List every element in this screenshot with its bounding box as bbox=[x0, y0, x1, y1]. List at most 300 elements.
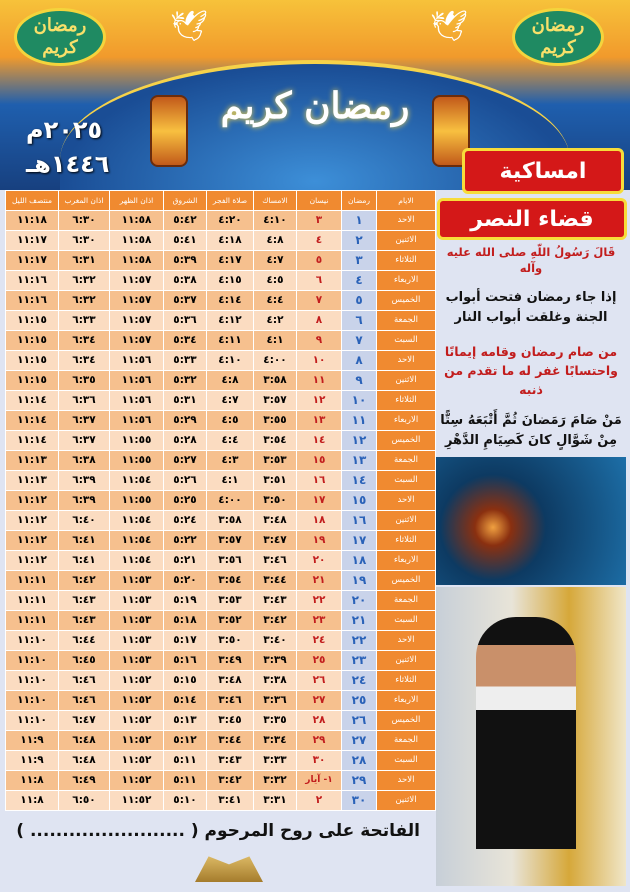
sunrise-cell: ٥:١٢ bbox=[164, 731, 206, 750]
maghrib-cell: ٦:٣٥ bbox=[59, 371, 109, 390]
maghrib-cell: ٦:٤١ bbox=[59, 531, 109, 550]
maghrib-cell: ٦:٤٠ bbox=[59, 511, 109, 530]
dhuhr-cell: ١١:٥٥ bbox=[110, 491, 163, 510]
table-row bbox=[6, 671, 435, 690]
midnight-cell: ١١:١٠ bbox=[6, 691, 58, 710]
midnight-cell: ١١:١٠ bbox=[6, 651, 58, 670]
lantern-icon bbox=[150, 95, 188, 167]
midnight-cell: ١١:١٠ bbox=[6, 711, 58, 730]
year-hijri: ١٤٤٦هـ bbox=[26, 150, 110, 178]
maghrib-cell: ٦:٣٤ bbox=[59, 351, 109, 370]
table-row bbox=[6, 731, 435, 750]
ramadan-kareem-logo-right: رمضان كريم bbox=[512, 8, 604, 66]
ramadan-day-cell: ٦ bbox=[342, 311, 376, 330]
imsak-cell: ٣:٥٧ bbox=[254, 391, 296, 410]
imsak-cell: ٤:١ bbox=[254, 331, 296, 350]
hadith-1: إذا جاء رمضان فتحت أبواب الجنة وغلقت أبواب النار bbox=[445, 290, 617, 325]
sunrise-cell: ٥:٢٥ bbox=[164, 491, 206, 510]
ramadan-kareem-logo-left: رمضان كريم bbox=[14, 8, 106, 66]
ramadan-day-cell: ١٢ bbox=[342, 431, 376, 450]
ramadan-day-cell: ١٥ bbox=[342, 491, 376, 510]
fajr-cell: ٣:٥٧ bbox=[207, 531, 253, 550]
ramadan-day-cell: ٢١ bbox=[342, 611, 376, 630]
year-gregorian: ٢٠٢٥م bbox=[26, 116, 103, 144]
day-cell: الاثنين bbox=[377, 231, 435, 250]
dhuhr-cell: ١١:٥٨ bbox=[110, 251, 163, 270]
fatiha-dedication: الفاتحة على روح المرحوم ( ........................ ) bbox=[16, 821, 420, 841]
day-cell: السبت bbox=[377, 471, 435, 490]
dhuhr-cell: ١١:٥٦ bbox=[110, 411, 163, 430]
nisan-date-cell: ٢٣ bbox=[297, 611, 341, 630]
sunrise-cell: ٥:٣٨ bbox=[164, 271, 206, 290]
nisan-date-cell: ٢١ bbox=[297, 571, 341, 590]
nisan-date-cell: ٨ bbox=[297, 311, 341, 330]
midnight-cell: ١١:١١ bbox=[6, 571, 58, 590]
table-header-row bbox=[6, 191, 435, 210]
dhuhr-cell: ١١:٥٢ bbox=[110, 671, 163, 690]
midnight-cell: ١١:١١ bbox=[6, 611, 58, 630]
fajr-cell: ٣:٥٠ bbox=[207, 631, 253, 650]
dhuhr-cell: ١١:٥٧ bbox=[110, 311, 163, 330]
table-row bbox=[6, 291, 435, 310]
midnight-cell: ١١:١٦ bbox=[6, 271, 58, 290]
table-row bbox=[6, 431, 435, 450]
ramadan-day-cell: ٥ bbox=[342, 291, 376, 310]
nisan-date-cell: ٢ bbox=[297, 791, 341, 810]
midnight-cell: ١١:١٠ bbox=[6, 631, 58, 650]
dhuhr-cell: ١١:٥٥ bbox=[110, 451, 163, 470]
midnight-cell: ١١:١٥ bbox=[6, 311, 58, 330]
day-cell: الثلاثاء bbox=[377, 671, 435, 690]
ramadan-day-cell: ٧ bbox=[342, 331, 376, 350]
maghrib-cell: ٦:٣٩ bbox=[59, 491, 109, 510]
day-cell: الاثنين bbox=[377, 791, 435, 810]
imsak-cell: ٤:١٠ bbox=[254, 211, 296, 230]
day-cell: السبت bbox=[377, 611, 435, 630]
fajr-cell: ٤:٣ bbox=[207, 451, 253, 470]
imsak-cell: ٣:٣٩ bbox=[254, 651, 296, 670]
maghrib-cell: ٦:٣٦ bbox=[59, 391, 109, 410]
midnight-cell: ١١:١٣ bbox=[6, 471, 58, 490]
column-header: منتصف الليل bbox=[6, 191, 58, 210]
sunrise-cell: ٥:١٨ bbox=[164, 611, 206, 630]
nisan-date-cell: ٢٤ bbox=[297, 631, 341, 650]
column-header: رمضان bbox=[342, 191, 376, 210]
midnight-cell: ١١:١٣ bbox=[6, 451, 58, 470]
table-row bbox=[6, 271, 435, 290]
ramadan-day-cell: ٢٠ bbox=[342, 591, 376, 610]
imsak-cell: ٣:٥٣ bbox=[254, 451, 296, 470]
maghrib-cell: ٦:٥٠ bbox=[59, 791, 109, 810]
column-header: الشروق bbox=[164, 191, 206, 210]
imsak-cell: ٣:٥٨ bbox=[254, 371, 296, 390]
midnight-cell: ١١:١٥ bbox=[6, 351, 58, 370]
nisan-date-cell: ١٨ bbox=[297, 511, 341, 530]
table-row bbox=[6, 631, 435, 650]
maghrib-cell: ٦:٣٧ bbox=[59, 431, 109, 450]
ramadan-day-cell: ١٣ bbox=[342, 451, 376, 470]
imsak-cell: ٣:٥٠ bbox=[254, 491, 296, 510]
imsak-cell: ٣:٤٢ bbox=[254, 611, 296, 630]
sunrise-cell: ٥:١١ bbox=[164, 771, 206, 790]
table-row bbox=[6, 211, 435, 230]
fajr-cell: ٣:٥٤ bbox=[207, 571, 253, 590]
table-row bbox=[6, 751, 435, 770]
maghrib-cell: ٦:٤٣ bbox=[59, 591, 109, 610]
maghrib-cell: ٦:٣٤ bbox=[59, 331, 109, 350]
table-row bbox=[6, 311, 435, 330]
nisan-date-cell: ٢٨ bbox=[297, 711, 341, 730]
nisan-date-cell: ٢٠ bbox=[297, 551, 341, 570]
day-cell: الاحد bbox=[377, 491, 435, 510]
nisan-date-cell: ٣٠ bbox=[297, 751, 341, 770]
imsak-cell: ٤:٢ bbox=[254, 311, 296, 330]
sunrise-cell: ٥:١٩ bbox=[164, 591, 206, 610]
table-row bbox=[6, 771, 435, 790]
midnight-cell: ١١:١٥ bbox=[6, 371, 58, 390]
day-cell: السبت bbox=[377, 331, 435, 350]
sunrise-cell: ٥:١٧ bbox=[164, 631, 206, 650]
nisan-date-cell: ٢٢ bbox=[297, 591, 341, 610]
table-row bbox=[6, 251, 435, 270]
sunrise-cell: ٥:١٦ bbox=[164, 651, 206, 670]
maghrib-cell: ٦:٤٤ bbox=[59, 631, 109, 650]
ramadan-day-cell: ٣ bbox=[342, 251, 376, 270]
ramadan-day-cell: ١٠ bbox=[342, 391, 376, 410]
fajr-cell: ٤:١٢ bbox=[207, 311, 253, 330]
imsak-cell: ٣:٣٣ bbox=[254, 751, 296, 770]
fajr-cell: ٤:٢٠ bbox=[207, 211, 253, 230]
imsak-cell: ٣:٣٥ bbox=[254, 711, 296, 730]
midnight-cell: ١١:١٢ bbox=[6, 491, 58, 510]
ramadan-day-cell: ٢٨ bbox=[342, 751, 376, 770]
dhuhr-cell: ١١:٥٤ bbox=[110, 511, 163, 530]
maghrib-cell: ٦:٤٦ bbox=[59, 671, 109, 690]
midnight-cell: ١١:١٤ bbox=[6, 391, 58, 410]
table-row bbox=[6, 451, 435, 470]
fajr-cell: ٣:٤٦ bbox=[207, 691, 253, 710]
fajr-cell: ٤:١٥ bbox=[207, 271, 253, 290]
ramadan-day-cell: ٢ bbox=[342, 231, 376, 250]
fajr-cell: ٤:١٨ bbox=[207, 231, 253, 250]
ramadan-day-cell: ٢٤ bbox=[342, 671, 376, 690]
imsak-cell: ٣:٥٤ bbox=[254, 431, 296, 450]
day-cell: الاحد bbox=[377, 631, 435, 650]
fajr-cell: ٣:٤٩ bbox=[207, 651, 253, 670]
dhuhr-cell: ١١:٥٦ bbox=[110, 351, 163, 370]
ramadan-day-cell: ١٧ bbox=[342, 531, 376, 550]
imsak-cell: ٣:٤٦ bbox=[254, 551, 296, 570]
day-cell: الخميس bbox=[377, 291, 435, 310]
midnight-cell: ١١:١٢ bbox=[6, 511, 58, 530]
maghrib-cell: ٦:٤٦ bbox=[59, 691, 109, 710]
maghrib-cell: ٦:٤٧ bbox=[59, 711, 109, 730]
table-row bbox=[6, 411, 435, 430]
day-cell: الاثنين bbox=[377, 371, 435, 390]
table-row bbox=[6, 651, 435, 670]
fajr-cell: ٤:١ bbox=[207, 471, 253, 490]
dhuhr-cell: ١١:٥٢ bbox=[110, 711, 163, 730]
imsak-cell: ٣:٤٣ bbox=[254, 591, 296, 610]
fajr-cell: ٣:٤٢ bbox=[207, 771, 253, 790]
dhuhr-cell: ١١:٥٣ bbox=[110, 611, 163, 630]
day-cell: الجمعة bbox=[377, 591, 435, 610]
right-column bbox=[436, 244, 626, 886]
table-row bbox=[6, 591, 435, 610]
table-row bbox=[6, 691, 435, 710]
day-cell: الاحد bbox=[377, 771, 435, 790]
maghrib-cell: ٦:٣٧ bbox=[59, 411, 109, 430]
day-cell: الجمعة bbox=[377, 451, 435, 470]
sunrise-cell: ٥:٣٩ bbox=[164, 251, 206, 270]
day-cell: الاربعاء bbox=[377, 551, 435, 570]
nisan-date-cell: ٣ bbox=[297, 211, 341, 230]
ramadan-day-cell: ١٩ bbox=[342, 571, 376, 590]
maghrib-cell: ٦:٣٢ bbox=[59, 271, 109, 290]
sunrise-cell: ٥:٢٨ bbox=[164, 431, 206, 450]
maghrib-cell: ٦:٤٨ bbox=[59, 751, 109, 770]
maghrib-cell: ٦:٣٩ bbox=[59, 471, 109, 490]
fajr-cell: ٤:٤ bbox=[207, 431, 253, 450]
imsak-cell: ٣:٣٤ bbox=[254, 731, 296, 750]
sunrise-cell: ٥:٣٦ bbox=[164, 311, 206, 330]
nisan-date-cell: ٢٧ bbox=[297, 691, 341, 710]
sunrise-cell: ٥:١٥ bbox=[164, 671, 206, 690]
day-cell: الثلاثاء bbox=[377, 391, 435, 410]
day-cell: الجمعة bbox=[377, 731, 435, 750]
nisan-date-cell: ٢٥ bbox=[297, 651, 341, 670]
midnight-cell: ١١:١٧ bbox=[6, 251, 58, 270]
column-header: اذان الظهر bbox=[110, 191, 163, 210]
fajr-cell: ٣:٤١ bbox=[207, 791, 253, 810]
ramadan-day-cell: ٢٢ bbox=[342, 631, 376, 650]
fajr-cell: ٤:٠٠ bbox=[207, 491, 253, 510]
imsak-cell: ٣:٤٨ bbox=[254, 511, 296, 530]
ramadan-day-cell: ٢٧ bbox=[342, 731, 376, 750]
midnight-cell: ١١:٩ bbox=[6, 731, 58, 750]
imsakiya-label: امساكية bbox=[462, 148, 624, 194]
dhuhr-cell: ١١:٥٨ bbox=[110, 231, 163, 250]
nisan-date-cell: ١٠ bbox=[297, 351, 341, 370]
person-figure bbox=[476, 617, 576, 849]
nisan-date-cell: ١- آيار bbox=[297, 771, 341, 790]
day-cell: الجمعة bbox=[377, 311, 435, 330]
dhuhr-cell: ١١:٥٣ bbox=[110, 651, 163, 670]
imsak-cell: ٣:٣٨ bbox=[254, 671, 296, 690]
column-header: اذان المغرب bbox=[59, 191, 109, 210]
ramadan-day-cell: ٢٥ bbox=[342, 691, 376, 710]
midnight-cell: ١١:٩ bbox=[6, 751, 58, 770]
day-cell: الاربعاء bbox=[377, 691, 435, 710]
sunrise-cell: ٥:٣٤ bbox=[164, 331, 206, 350]
memorial-photo bbox=[436, 587, 626, 886]
midnight-cell: ١١:١٨ bbox=[6, 211, 58, 230]
dhuhr-cell: ١١:٥٢ bbox=[110, 751, 163, 770]
midnight-cell: ١١:١٢ bbox=[6, 531, 58, 550]
day-cell: الاثنين bbox=[377, 511, 435, 530]
sunrise-cell: ٥:١٤ bbox=[164, 691, 206, 710]
dhuhr-cell: ١١:٥٨ bbox=[110, 211, 163, 230]
dhuhr-cell: ١١:٥٢ bbox=[110, 731, 163, 750]
district-label: قضاء النصر bbox=[437, 198, 627, 240]
table-row bbox=[6, 491, 435, 510]
hadith-3: مَنْ صَامَ رَمَضانَ ثُمَّ أَتْبَعَهُ سِتًّا مِنْ شَوَّالٍ كانَ كَصِيَامِ الدَّهْرِ bbox=[440, 413, 622, 448]
nisan-date-cell: ١١ bbox=[297, 371, 341, 390]
day-cell: الخميس bbox=[377, 431, 435, 450]
maghrib-cell: ٦:٤٥ bbox=[59, 651, 109, 670]
dhuhr-cell: ١١:٥٢ bbox=[110, 771, 163, 790]
fajr-cell: ٤:١٧ bbox=[207, 251, 253, 270]
maghrib-cell: ٦:٤٣ bbox=[59, 611, 109, 630]
fajr-cell: ٣:٤٥ bbox=[207, 711, 253, 730]
table-row bbox=[6, 391, 435, 410]
sunrise-cell: ٥:٣٢ bbox=[164, 371, 206, 390]
dove-icon: 🕊 bbox=[430, 9, 469, 44]
midnight-cell: ١١:١٥ bbox=[6, 331, 58, 350]
dhuhr-cell: ١١:٥٧ bbox=[110, 331, 163, 350]
ramadan-day-cell: ٢٩ bbox=[342, 771, 376, 790]
midnight-cell: ١١:١٤ bbox=[6, 411, 58, 430]
nisan-date-cell: ٤ bbox=[297, 231, 341, 250]
nisan-date-cell: ٦ bbox=[297, 271, 341, 290]
fajr-cell: ٤:١١ bbox=[207, 331, 253, 350]
dhuhr-cell: ١١:٥٧ bbox=[110, 271, 163, 290]
column-header: الايام bbox=[377, 191, 435, 210]
ramadan-lantern-image bbox=[436, 457, 626, 585]
dhuhr-cell: ١١:٥٣ bbox=[110, 631, 163, 650]
nisan-date-cell: ٧ bbox=[297, 291, 341, 310]
ramadan-day-cell: ١٨ bbox=[342, 551, 376, 570]
maghrib-cell: ٦:٣٣ bbox=[59, 311, 109, 330]
midnight-cell: ١١:١٠ bbox=[6, 671, 58, 690]
imsak-cell: ٤:٠٠ bbox=[254, 351, 296, 370]
maghrib-cell: ٦:٣٠ bbox=[59, 211, 109, 230]
dhuhr-cell: ١١:٥٦ bbox=[110, 391, 163, 410]
imsak-cell: ٤:٨ bbox=[254, 231, 296, 250]
sunrise-cell: ٥:٢١ bbox=[164, 551, 206, 570]
dhuhr-cell: ١١:٥٢ bbox=[110, 691, 163, 710]
fajr-cell: ٣:٤٤ bbox=[207, 731, 253, 750]
sunrise-cell: ٥:٢٢ bbox=[164, 531, 206, 550]
table-row bbox=[6, 471, 435, 490]
table-row bbox=[6, 231, 435, 250]
fajr-cell: ٣:٤٨ bbox=[207, 671, 253, 690]
midnight-cell: ١١:١٦ bbox=[6, 291, 58, 310]
hadith-2: من صام رمضان وقامه إيمانًا واحتسابًا غفر له ما تقدم من ذنبه bbox=[444, 344, 618, 397]
imsak-cell: ٣:٤٠ bbox=[254, 631, 296, 650]
dhuhr-cell: ١١:٥٦ bbox=[110, 371, 163, 390]
sunrise-cell: ٥:٣١ bbox=[164, 391, 206, 410]
midnight-cell: ١١:١٧ bbox=[6, 231, 58, 250]
table-row bbox=[6, 571, 435, 590]
imsak-cell: ٣:٥٥ bbox=[254, 411, 296, 430]
fajr-cell: ٤:١٠ bbox=[207, 351, 253, 370]
fajr-cell: ٣:٥٢ bbox=[207, 611, 253, 630]
table-row bbox=[6, 791, 435, 810]
imsakiya-table bbox=[5, 190, 436, 811]
table-row bbox=[6, 531, 435, 550]
sunrise-cell: ٥:١١ bbox=[164, 751, 206, 770]
column-header: صلاة الفجر bbox=[207, 191, 253, 210]
table-row bbox=[6, 551, 435, 570]
table-row bbox=[6, 711, 435, 730]
ramadan-day-cell: ٣٠ bbox=[342, 791, 376, 810]
day-cell: الخميس bbox=[377, 571, 435, 590]
imsak-cell: ٣:٣٢ bbox=[254, 771, 296, 790]
maghrib-cell: ٦:٣٢ bbox=[59, 291, 109, 310]
dhuhr-cell: ١١:٥٤ bbox=[110, 471, 163, 490]
nisan-date-cell: ٥ bbox=[297, 251, 341, 270]
ramadan-day-cell: ٤ bbox=[342, 271, 376, 290]
ramadan-day-cell: ٩ bbox=[342, 371, 376, 390]
imsak-cell: ٣:٤٤ bbox=[254, 571, 296, 590]
maghrib-cell: ٦:٤١ bbox=[59, 551, 109, 570]
fajr-cell: ٣:٥٨ bbox=[207, 511, 253, 530]
dhuhr-cell: ١١:٥٧ bbox=[110, 291, 163, 310]
midnight-cell: ١١:٨ bbox=[6, 771, 58, 790]
sunrise-cell: ٥:٢٩ bbox=[164, 411, 206, 430]
table-row bbox=[6, 331, 435, 350]
table-row bbox=[6, 371, 435, 390]
fajr-cell: ٤:٥ bbox=[207, 411, 253, 430]
nisan-date-cell: ١٧ bbox=[297, 491, 341, 510]
fajr-cell: ٤:٧ bbox=[207, 391, 253, 410]
nisan-date-cell: ١٥ bbox=[297, 451, 341, 470]
sunrise-cell: ٥:١٣ bbox=[164, 711, 206, 730]
day-cell: السبت bbox=[377, 751, 435, 770]
day-cell: الثلاثاء bbox=[377, 531, 435, 550]
sunrise-cell: ٥:١٠ bbox=[164, 791, 206, 810]
midnight-cell: ١١:٨ bbox=[6, 791, 58, 810]
sunrise-cell: ٥:٢٠ bbox=[164, 571, 206, 590]
ramadan-day-cell: ٨ bbox=[342, 351, 376, 370]
dhuhr-cell: ١١:٥٣ bbox=[110, 591, 163, 610]
nisan-date-cell: ٢٦ bbox=[297, 671, 341, 690]
maghrib-cell: ٦:٤٨ bbox=[59, 731, 109, 750]
fajr-cell: ٣:٥٣ bbox=[207, 591, 253, 610]
maghrib-cell: ٦:٣١ bbox=[59, 251, 109, 270]
imsak-cell: ٣:٥١ bbox=[254, 471, 296, 490]
dove-icon: 🕊 bbox=[170, 9, 209, 44]
fajr-cell: ٣:٤٣ bbox=[207, 751, 253, 770]
day-cell: الاربعاء bbox=[377, 411, 435, 430]
day-cell: الاثنين bbox=[377, 651, 435, 670]
ramadan-day-cell: ٢٦ bbox=[342, 711, 376, 730]
column-header: الامساك bbox=[254, 191, 296, 210]
nisan-date-cell: ١٩ bbox=[297, 531, 341, 550]
dhuhr-cell: ١١:٥٤ bbox=[110, 531, 163, 550]
imsak-cell: ٣:٤٧ bbox=[254, 531, 296, 550]
ramadan-day-cell: ١ bbox=[342, 211, 376, 230]
table-row bbox=[6, 611, 435, 630]
quran-book-icon bbox=[195, 850, 263, 882]
hadith-intro: قَالَ رَسُولُ اللّهِ صلى الله عليه وآله bbox=[446, 245, 616, 275]
dhuhr-cell: ١١:٥٢ bbox=[110, 791, 163, 810]
sunrise-cell: ٥:٢٦ bbox=[164, 471, 206, 490]
dhuhr-cell: ١١:٥٤ bbox=[110, 551, 163, 570]
nisan-date-cell: ١٣ bbox=[297, 411, 341, 430]
nisan-date-cell: ٩ bbox=[297, 331, 341, 350]
sunrise-cell: ٥:٤٢ bbox=[164, 211, 206, 230]
table-row bbox=[6, 511, 435, 530]
ramadan-day-cell: ١٦ bbox=[342, 511, 376, 530]
ramadan-day-cell: ١٤ bbox=[342, 471, 376, 490]
imsak-cell: ٤:٧ bbox=[254, 251, 296, 270]
imsak-cell: ٤:٤ bbox=[254, 291, 296, 310]
nisan-date-cell: ٢٩ bbox=[297, 731, 341, 750]
sunrise-cell: ٥:٢٤ bbox=[164, 511, 206, 530]
table-row bbox=[6, 351, 435, 370]
